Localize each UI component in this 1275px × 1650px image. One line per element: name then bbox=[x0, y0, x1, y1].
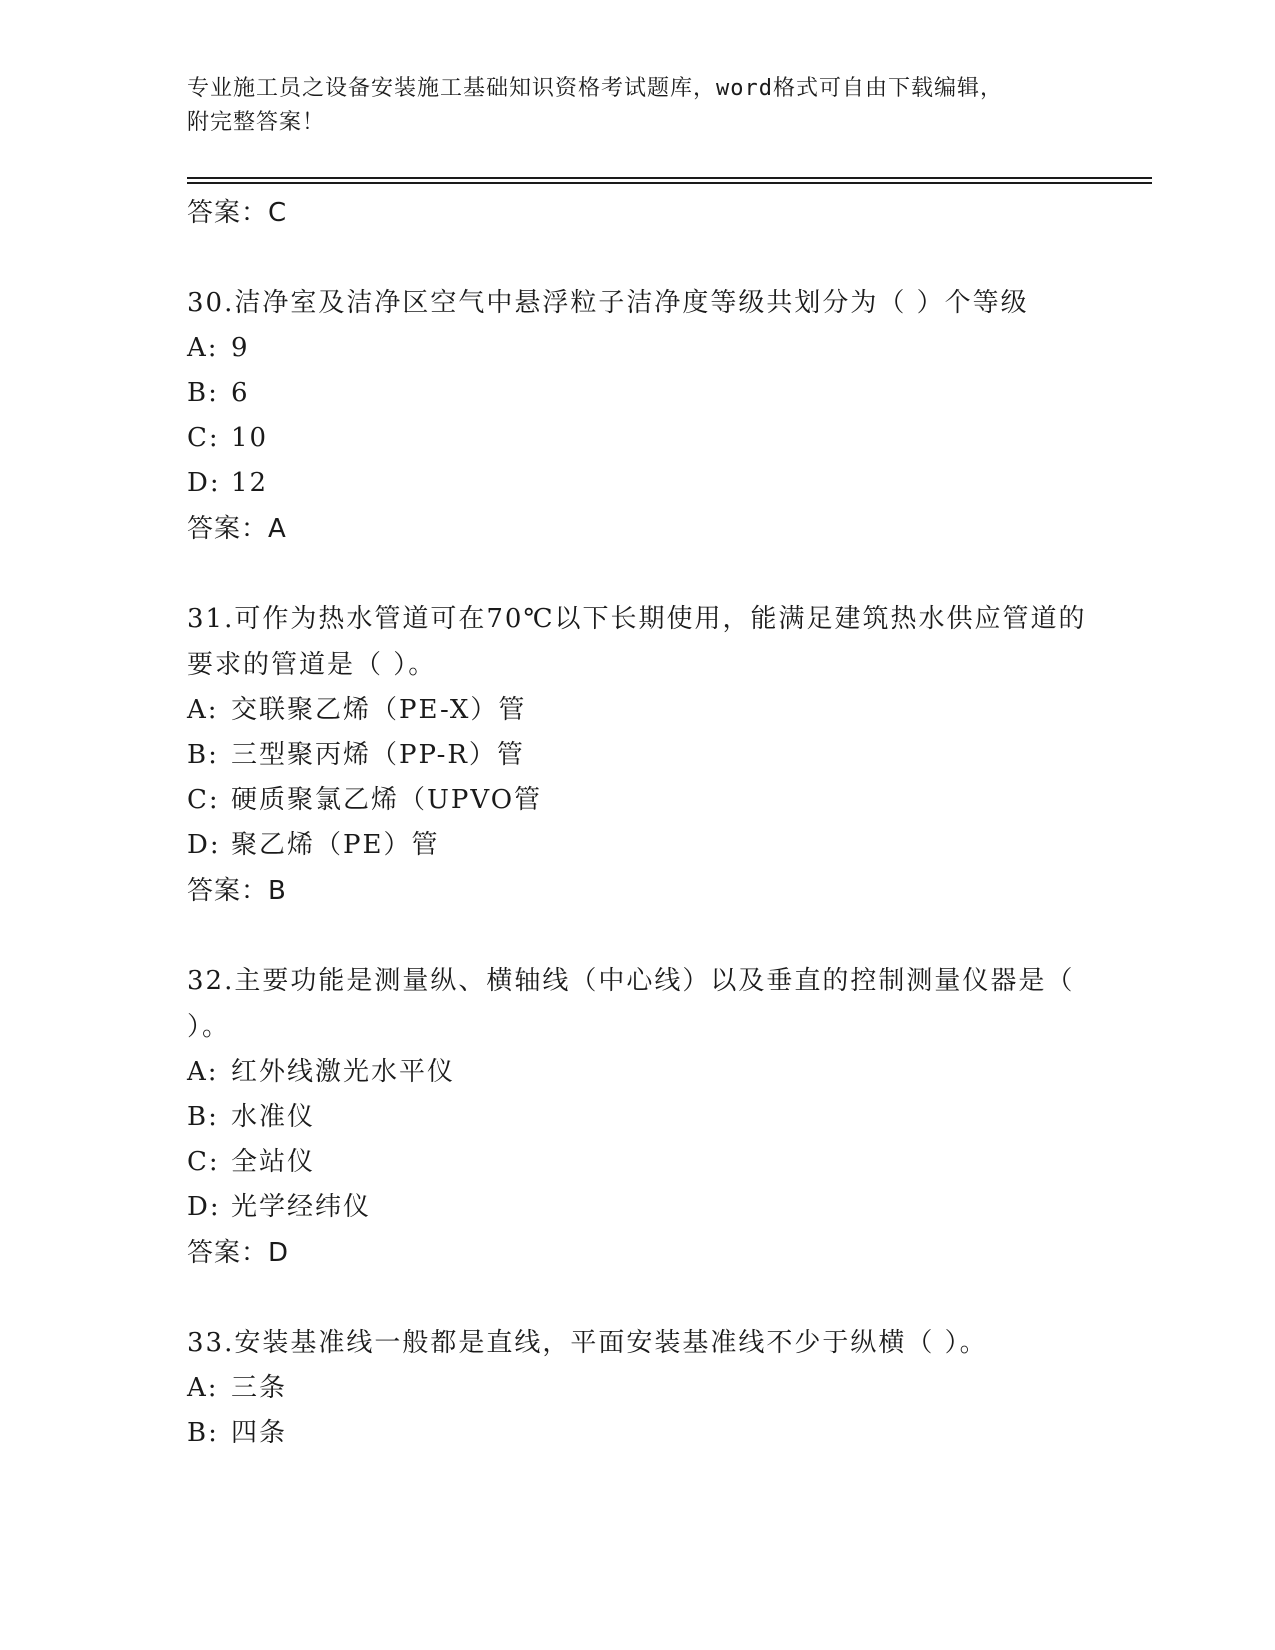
option-text: 三条 bbox=[231, 1373, 288, 1403]
option-text: 四条 bbox=[231, 1418, 288, 1448]
option-c bbox=[187, 1140, 1087, 1185]
option-d bbox=[187, 1185, 1087, 1230]
question-list bbox=[187, 190, 1087, 1456]
option-d bbox=[187, 461, 1087, 506]
answer-line: 答案：B bbox=[187, 876, 287, 906]
option-text: 9 bbox=[231, 333, 250, 363]
question-31 bbox=[187, 596, 1087, 914]
option-text: 全站仪 bbox=[231, 1147, 316, 1177]
question-stem bbox=[187, 596, 1087, 688]
option-key: B: bbox=[187, 378, 219, 408]
option-key: D: bbox=[187, 1192, 221, 1222]
option-key: B: bbox=[187, 1418, 219, 1448]
question-text: 可作为热水管道可在70℃以下长期使用，能满足建筑热水供应管道的要求的管道是（ ）。 bbox=[187, 604, 1087, 680]
option-key: A: bbox=[187, 695, 219, 725]
header-title-line-2: 附完整答案！ bbox=[187, 110, 326, 135]
option-key: D: bbox=[187, 830, 221, 860]
option-key: B: bbox=[187, 740, 219, 770]
question-number: 32. bbox=[187, 966, 235, 996]
option-text: 水准仪 bbox=[231, 1102, 316, 1132]
answer-line: 答案：D bbox=[187, 1238, 290, 1268]
option-text: 光学经纬仪 bbox=[231, 1192, 372, 1222]
option-text: 交联聚乙烯（PE-X）管 bbox=[231, 695, 527, 725]
option-b bbox=[187, 1095, 1087, 1140]
option-b bbox=[187, 1411, 1087, 1456]
question-stem bbox=[187, 1320, 1087, 1366]
option-text: 12 bbox=[231, 468, 269, 498]
option-d bbox=[187, 823, 1087, 868]
option-text: 10 bbox=[231, 423, 269, 453]
option-a bbox=[187, 326, 1087, 371]
option-c bbox=[187, 778, 1087, 823]
question-number: 33. bbox=[187, 1328, 235, 1358]
option-a bbox=[187, 1050, 1087, 1095]
option-key: A: bbox=[187, 1373, 219, 1403]
option-c bbox=[187, 416, 1087, 461]
question-number: 30. bbox=[187, 288, 235, 318]
question-stem bbox=[187, 958, 1087, 1050]
option-a bbox=[187, 688, 1087, 733]
option-text: 聚乙烯（PE）管 bbox=[231, 830, 440, 860]
option-key: A: bbox=[187, 333, 219, 363]
header-title-line-1: 专业施工员之设备安装施工基础知识资格考试题库，word格式可自由下载编辑， bbox=[187, 76, 1003, 101]
question-33 bbox=[187, 1320, 1087, 1456]
question-number: 31. bbox=[187, 604, 235, 634]
option-text: 红外线激光水平仪 bbox=[231, 1057, 456, 1087]
question-text: 安装基准线一般都是直线，平面安装基准线不少于纵横（ ）。 bbox=[234, 1328, 988, 1358]
option-a bbox=[187, 1366, 1087, 1411]
option-key: C: bbox=[187, 1147, 220, 1177]
question-32 bbox=[187, 958, 1087, 1276]
option-key: A: bbox=[187, 1057, 219, 1087]
answer-line: 答案：C bbox=[187, 198, 288, 228]
option-key: C: bbox=[187, 785, 220, 815]
question-text: 主要功能是测量纵、横轴线（中心线）以及垂直的控制测量仪器是（ ）。 bbox=[187, 966, 1075, 1042]
option-b bbox=[187, 733, 1087, 778]
answer-line: 答案：A bbox=[187, 514, 287, 544]
option-text: 硬质聚氯乙烯（UPVO管 bbox=[231, 785, 543, 815]
question-stem bbox=[187, 280, 1087, 326]
option-text: 6 bbox=[231, 378, 250, 408]
question-30 bbox=[187, 280, 1087, 552]
option-text: 三型聚丙烯（PP-R）管 bbox=[231, 740, 525, 770]
option-key: C: bbox=[187, 423, 220, 453]
question-text: 洁净室及洁净区空气中悬浮粒子洁净度等级共划分为（ ）个等级 bbox=[234, 288, 1029, 318]
option-key: B: bbox=[187, 1102, 219, 1132]
header-divider-top bbox=[187, 177, 1152, 179]
option-b bbox=[187, 371, 1087, 416]
document-header bbox=[187, 72, 1087, 140]
header-divider-bottom bbox=[187, 182, 1152, 184]
option-key: D: bbox=[187, 468, 221, 498]
